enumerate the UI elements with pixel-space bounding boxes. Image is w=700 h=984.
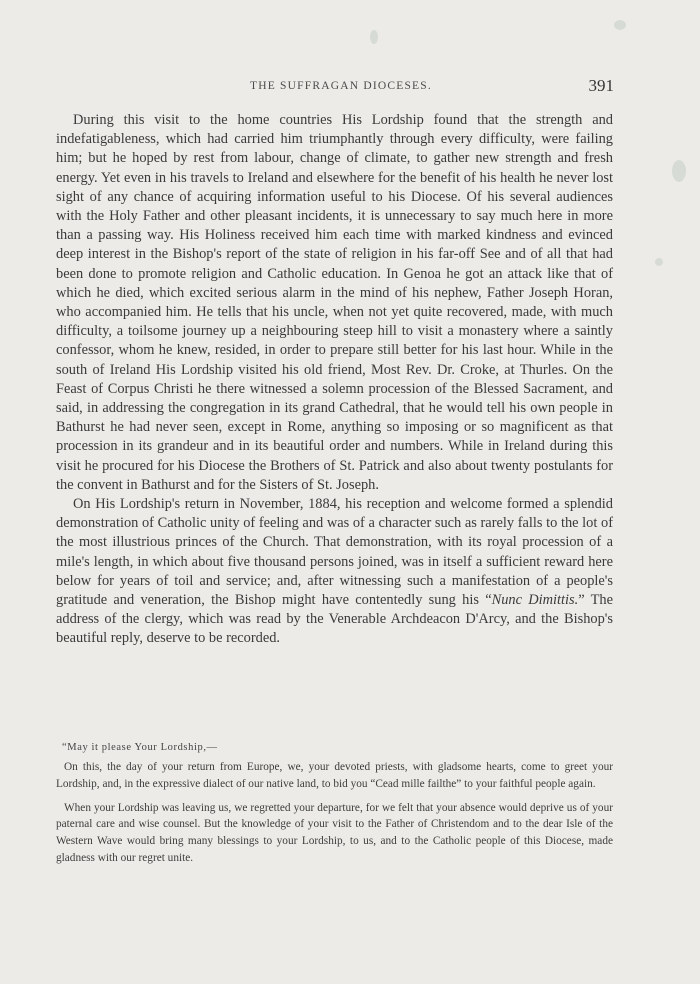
body-paragraph-2 bbox=[56, 495, 613, 649]
page-number: 391 bbox=[588, 76, 614, 95]
paper-speck bbox=[672, 160, 686, 182]
page-header bbox=[66, 76, 616, 98]
paper-speck bbox=[614, 20, 626, 30]
address-paragraph-1: On this, the day of your return from Europe, we, your devoted priests, with gladsome hearts, come to greet your Lordship, and, in the expressive dialect of our native land, to bid you “Cead mille failthe” to your faithful people again. bbox=[56, 761, 613, 790]
paper-speck bbox=[370, 30, 378, 44]
nunc-dimittis-phrase: Nunc Dimittis. bbox=[491, 592, 579, 609]
body-paragraph-1: During this visit to the home countries His Lordship found that the strength and indefatigableness, which had carried him triumphantly through every difficulty, were failing him; but he hoped by rest from labour, change of climate, to gather new strength and fresh energy. Yet even in his travels to Ireland and elsewhere for the benefit of his health he never lost sight of any chance of acquiring information useful to his Diocese. Of his several audiences with the Holy Father and other pleasant incidents, it is unnecessary to say much here in more than a passing way. His Holiness received him each time with marked kindness and evinced deep interest in the Bishop's report of the state of religion in his far-off See and of all that had been done to promote religion and Catholic education. In Genoa he got an attack like that of which he died, which excited serious alarm in the mind of his nephew, Father Joseph Horan, who accompanied him. He tells that his uncle, when not yet quite recovered, made, with much difficulty, a toilsome journey up a neighbouring steep hill to visit a monastery where a saintly confessor, whom he knew, resided, in order to prepare still better for his last hour. While in the south of Ireland His Lordship visited his old friend, Most Rev. Dr. Croke, at Thurles. On the Feast of Corpus Christi he there witnessed a solemn procession of the Blessed Sacrament, and said, in addressing the congregation in its grand Cathedral, that he would tell his own people in Bathurst he had never seen, except in Rome, anything so imposing or so magnificent as that procession in its grandeur and in its beautiful order and numbers. While in Ireland during this visit he procured for his Diocese the Brothers of St. Patrick and also about twenty postulants for the convent in Bathurst and for the Sisters of St. Joseph. bbox=[56, 112, 613, 493]
paragraph-2-text-end: ” The address of the clergy, which was read by the Venerable Archdeacon D'Arcy, and the Bishop's beautiful reply, deserve to be recorded. bbox=[56, 592, 613, 647]
clergy-address bbox=[56, 742, 613, 867]
running-title: THE SUFFRAGAN DIOCESES. bbox=[250, 80, 432, 92]
paper-speck bbox=[655, 258, 663, 266]
main-text bbox=[56, 111, 613, 649]
address-salutation: “May it please Your Lordship,— bbox=[62, 742, 218, 753]
paragraph-2-text-start: On His Lordship's return in November, 1884, his reception and welcome formed a splendid demonstration of Catholic unity of feeling and was of a character such as rarely falls to the lot of the most illustrious princes of the Church. That demonstration, with its royal procession of a mile's length, in which about five thousand persons joined, was in itself a sufficient reward here below for years of toil and service; and, after witnessing such a manifestation of a people's gratitude and veneration, the Bishop might have contentedly sung his “ bbox=[56, 496, 613, 609]
address-paragraph-2: When your Lordship was leaving us, we regretted your departure, for we felt that your absence would deprive us of your paternal care and wise counsel. But the knowledge of your visit to the Father of Christendom and to the dear Isle of the Western Wave would bring many blessings to your Lordship, to us, and to the Catholic people of this Diocese, made gladness with our regret unite. bbox=[56, 801, 613, 864]
